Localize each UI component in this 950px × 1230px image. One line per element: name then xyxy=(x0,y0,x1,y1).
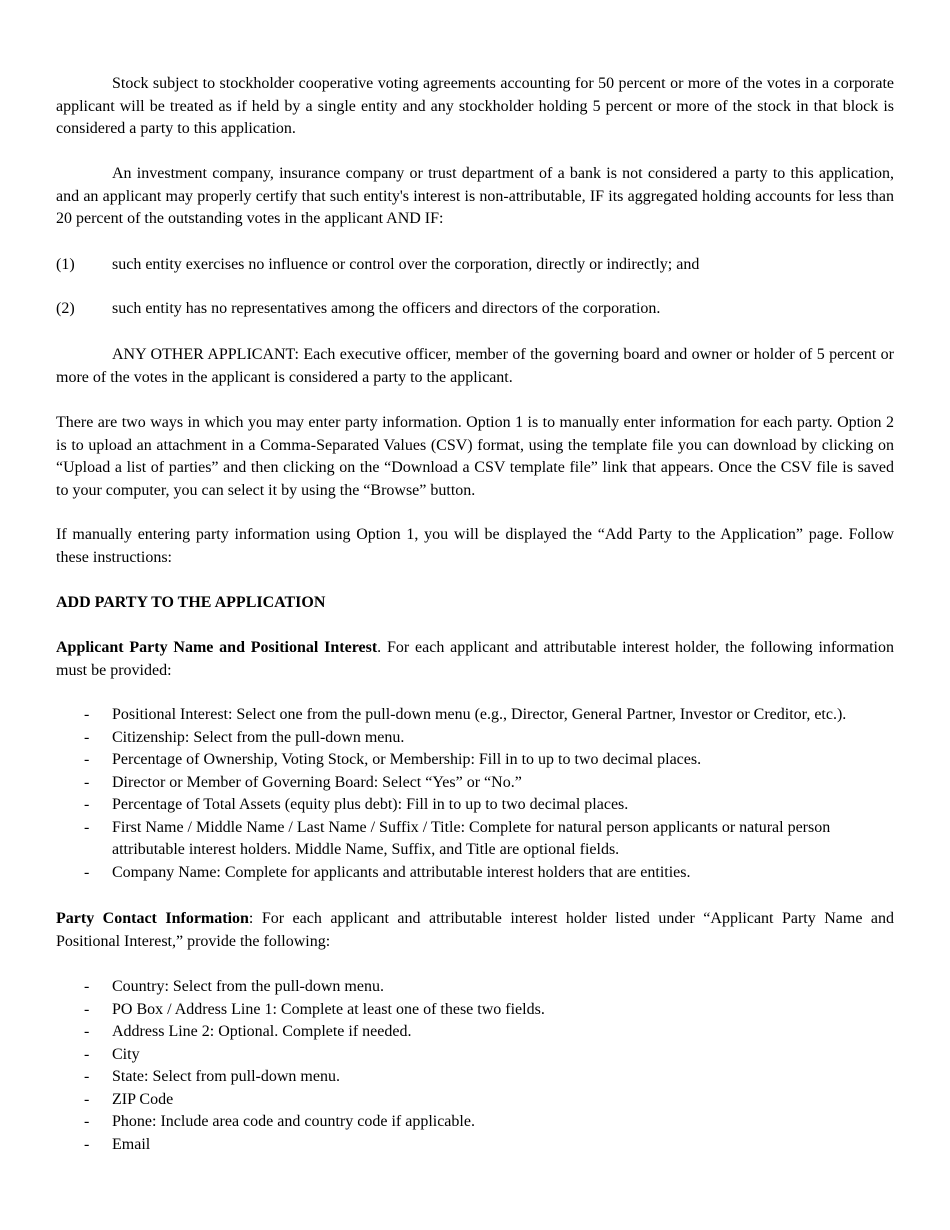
item-text: such entity exercises no influence or control over the corporation, directly or indirectly; and xyxy=(112,256,700,273)
numbered-item-2 xyxy=(0,298,894,321)
paragraph-voting-agreements: Stock subject to stockholder cooperative voting agreements accounting for 50 percent or more of the votes in a corporate applicant will be treated as if held by a single entity and any stockholder holding 5 percent or more of the stock in that block is considered a party to this application. xyxy=(56,75,894,137)
list-item: - Phone: Include area code and country code if applicable. xyxy=(84,1113,475,1130)
list-item: - Percentage of Total Assets (equity plus debt): Fill in to up to two decimal places. xyxy=(84,796,629,813)
list-item: - First Name / Middle Name / Last Name / Suffix / Title: Complete for natural person applicants or natural person attributable interest holders. Middle Name, Suffix, and Title are optional fields. xyxy=(84,818,831,858)
paragraph-manual-entry: If manually entering party information using Option 1, you will be displayed the “Add Party to the Application” page. Follow these instructions: xyxy=(56,526,894,566)
list-item: - Director or Member of Governing Board: Select “Yes” or “No.” xyxy=(84,773,522,791)
list-item: - Email xyxy=(84,1135,151,1153)
paragraph-investment-company: An investment company, insurance company or trust department of a bank is not considered a party to this application, and an applicant may properly certify that such entity's interest is non-attributable, IF its aggregated holding accounts for less than 20 percent of the outstanding votes in the applicant AND IF: xyxy=(56,165,894,227)
applicant-party-list xyxy=(56,704,894,884)
applicant-party-intro xyxy=(56,637,894,682)
party-contact-intro xyxy=(56,908,894,953)
list-item: - City xyxy=(84,1045,140,1063)
list-item: - Address Line 2: Optional. Complete if needed. xyxy=(84,1023,412,1040)
list-item: - Company Name: Complete for applicants and attributable interest holders that are entities. xyxy=(84,863,691,881)
list-item: - Positional Interest: Select one from the pull-down menu (e.g., Director, General Partner, Investor or Creditor, etc.). xyxy=(84,706,847,723)
paragraph-two-ways: There are two ways in which you may enter party information. Option 1 is to manually enter information for each party. Option 2 is to upload an attachment in a Comma-Separated Values (CSV) format, using the template file you can download by clicking on “Upload a list of parties” and then clicking on the “Download a CSV template file” link that appears. Once the CSV file is saved to your computer, you can select it by using the “Browse” button. xyxy=(56,414,894,499)
list-item: - Country: Select from the pull-down menu. xyxy=(84,978,384,995)
section-heading: ADD PARTY TO THE APPLICATION xyxy=(56,594,326,611)
paragraph-any-other-applicant: ANY OTHER APPLICANT: Each executive officer, member of the governing board and owner or holder of 5 percent or more of the votes in the applicant is considered a party to the applicant. xyxy=(56,346,894,386)
item-number: (1) xyxy=(56,256,75,273)
list-item: - ZIP Code xyxy=(84,1090,174,1108)
item-number: (2) xyxy=(56,300,75,317)
list-item: - PO Box / Address Line 1: Complete at least one of these two fields. xyxy=(84,1000,545,1018)
list-item: - Citizenship: Select from the pull-down menu. xyxy=(84,728,405,746)
applicant-party-intro-text: . For each applicant and attributable interest holder, the following information must be provided: xyxy=(56,639,894,679)
applicant-party-heading: Applicant Party Name and Positional Interest xyxy=(56,639,378,656)
numbered-item-1 xyxy=(0,254,894,277)
list-item: - Percentage of Ownership, Voting Stock, or Membership: Fill in to up to two decimal places. xyxy=(84,751,702,768)
item-text: such entity has no representatives among the officers and directors of the corporation. xyxy=(112,300,661,317)
party-contact-heading: Party Contact Information xyxy=(56,910,249,927)
list-item: - State: Select from pull-down menu. xyxy=(84,1068,340,1085)
party-contact-intro-text: : For each applicant and attributable interest holder listed under “Applicant Party Name and Positional Interest,” provide the following: xyxy=(56,910,894,950)
party-contact-list xyxy=(56,976,894,1156)
